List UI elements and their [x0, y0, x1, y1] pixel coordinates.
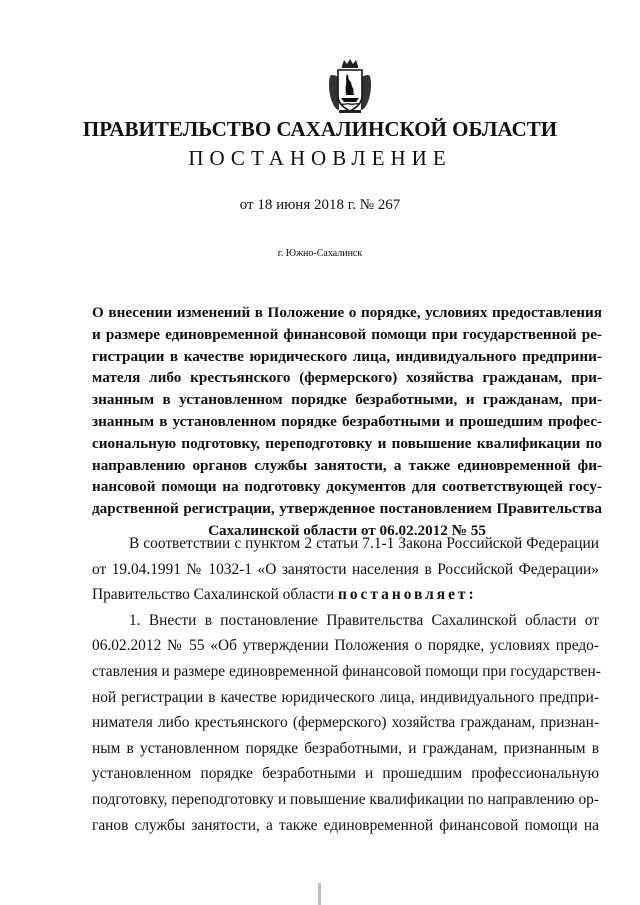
enactment-prefix: Правительство Сахалинской области: [92, 586, 338, 604]
subject-line: и размере единовременной финансовой помощи при государственной ре-: [92, 325, 602, 343]
subject-line: знанным в установленном порядке безработными и прошедшим профес-: [92, 412, 602, 430]
subject-line: О внесении изменений в Положение о порядке, условиях предоставления: [92, 304, 602, 321]
subject-line: нансовой помощи на подготовку документов для соответствующей госу-: [92, 478, 602, 496]
document-subject: [92, 302, 602, 542]
coat-of-arms-icon: [327, 58, 373, 114]
subject-line: знанным в установленном порядке безработными, и гражданам, при-: [92, 391, 602, 409]
body-line: ганов службы занятости, а также единовременной финансовой помощи на: [92, 816, 599, 834]
scan-artifact-mark: [318, 883, 321, 905]
subject-line: мателя либо крестьянского (фермерского) хозяйства гражданам, при-: [92, 369, 602, 387]
document-date-number: от 18 июня 2018 г. № 267: [239, 197, 401, 213]
government-title: ПРАВИТЕЛЬСТВО САХАЛИНСКОЙ ОБЛАСТИ: [82, 117, 558, 141]
subject-line: сиональную подготовку, переподготовку и повышение квалификации по: [92, 434, 602, 452]
body-line-enactment: [92, 582, 599, 608]
body-line: установленном порядке безработными и прошедшим профессиональную: [92, 765, 599, 783]
subject-line: гистрации в качестве юридического лица, индивидуального предприни-: [92, 347, 602, 365]
subject-line: направлению органов службы занятости, а также единовременной фи-: [92, 456, 602, 474]
subject-line: дарственной регистрации, утвержденное постановлением Правительства: [92, 500, 602, 518]
body-line: В соответствии с пунктом 2 статьи 7.1-1 Закона Российской Федерации: [129, 535, 599, 552]
body-line: 06.02.2012 № 55 «Об утверждении Положения о порядке, условиях предо-: [92, 637, 599, 655]
body-line: 1. Внести в постановление Правительства Сахалинской области от: [129, 611, 599, 629]
enactment-word: постановляет:: [337, 586, 477, 604]
body-line: от 19.04.1991 № 1032-1 «О занятости населения в Российской Федерации»: [92, 560, 599, 578]
body-line: ставления и размере единовременной финансовой помощи при государствен-: [92, 662, 601, 680]
body-line: ной регистрации в качестве юридического лица, индивидуального предпри-: [92, 688, 599, 706]
body-line: нимателя либо крестьянского (фермерского) хозяйства гражданам, признан-: [92, 714, 599, 732]
body-line: подготовку, переподготовку и повышение квалификации по направлению ор-: [92, 790, 599, 808]
body-line: ным в установленном порядке безработными, и гражданам, признанным в: [92, 739, 599, 757]
document-body: [92, 531, 599, 838]
document-city: г. Южно-Сахалинск: [277, 248, 363, 259]
document-type-title: ПОСТАНОВЛЕНИЕ: [188, 146, 452, 170]
subject-line: Сахалинской области от 06.02.2012 № 55: [208, 521, 486, 539]
